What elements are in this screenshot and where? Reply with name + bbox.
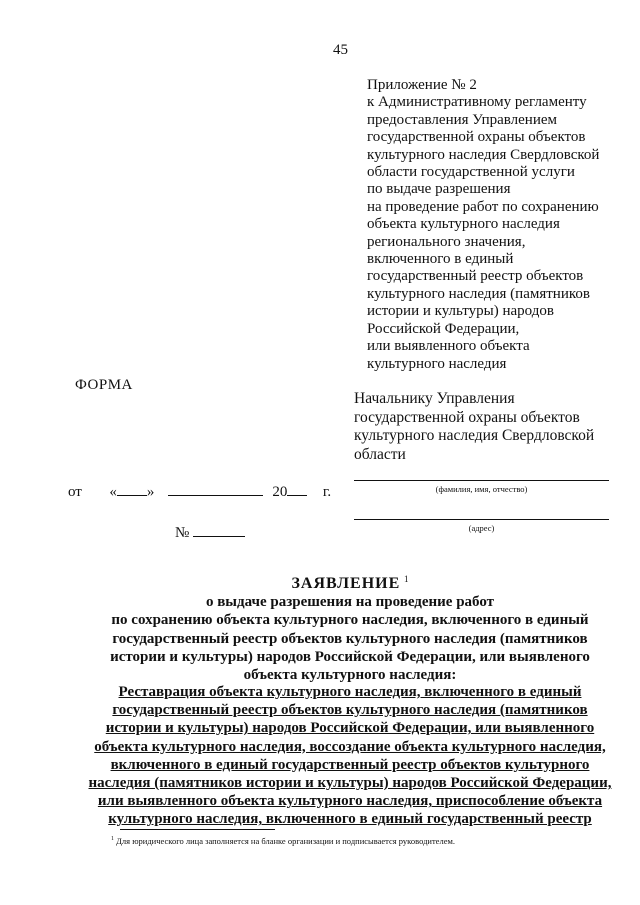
addressee-line: Начальнику Управления (354, 390, 515, 407)
title-line: государственный реестр объектов культурного наследия (памятников (112, 630, 588, 647)
title-line: о выдаче разрешения на проведение работ (205, 594, 495, 611)
address-field-line[interactable] (354, 519, 609, 520)
addressee-line: области (354, 445, 406, 463)
application-title (70, 570, 630, 684)
appendix-line: области государственной услуги (367, 164, 575, 181)
page-number: 45 (333, 42, 348, 58)
title-main: ЗАЯВЛЕНИЕ (291, 575, 401, 592)
addressee-line: культурного наследия Свердловской (354, 427, 595, 444)
appendix-line: по выдаче разрешения (367, 181, 511, 198)
appendix-line: регионального значения, (367, 233, 526, 250)
appendix-line: государственный реестр объектов (367, 268, 584, 285)
name-field-line[interactable] (354, 480, 609, 481)
open-quote: « (109, 484, 117, 500)
appendix-line: истории и культуры) народов (367, 303, 554, 320)
service-line: культурного наследия, включенного в единый государственный реестр (108, 811, 592, 828)
number-field[interactable] (193, 524, 245, 537)
date-line (68, 483, 331, 501)
close-quote: » (146, 484, 155, 500)
appendix-header (367, 77, 599, 373)
appendix-line: на проведение работ по сохранению (367, 198, 599, 215)
number-line (175, 524, 245, 542)
year-suffix: г. (322, 484, 332, 500)
appendix-line: или выявленного объекта (367, 338, 530, 355)
month-field[interactable] (168, 483, 263, 496)
service-line: истории и культуры) народов Российской Федерации, или выявленного (105, 720, 595, 737)
name-field-caption: (фамилия, имя, отчество) (435, 484, 528, 494)
title-line: по сохранению объекта культурного наследия, включенного в единый (111, 612, 589, 629)
appendix-line: культурного наследия (памятников (367, 285, 590, 302)
footnote-separator (120, 829, 275, 830)
address-field-caption: (адрес) (468, 523, 495, 533)
title-footnote-mark: 1 (404, 574, 409, 584)
appendix-line: Российской Федерации, (367, 320, 520, 337)
day-field[interactable] (117, 483, 147, 496)
service-line: или выявленного объекта культурного наследия, приспособление объекта (97, 793, 603, 810)
footnote-text: Для юридического лица заполняется на бланке организации и подписывается руководителем. (116, 836, 455, 846)
footnote (111, 836, 455, 846)
service-line: включенного в единый государственный реестр объектов культурного (110, 756, 590, 773)
appendix-line: культурного наследия Свердловской (367, 146, 600, 163)
service-line: объекта культурного наследия, воссоздание объекта культурного наследия, (94, 738, 606, 755)
footnote-mark: 1 (111, 836, 114, 843)
number-sign: № (175, 525, 190, 541)
appendix-line: объекта культурного наследия (367, 216, 560, 233)
service-line: наследия (памятников истории и культуры) народов Российской Федерации, (88, 775, 612, 792)
appendix-line: включенного в единый (367, 251, 514, 268)
addressee-block (354, 390, 594, 464)
year-prefix: 20 (272, 484, 288, 500)
service-line: Реставрация объекта культурного наследия, включенного в единый (118, 684, 582, 700)
appendix-line: государственной охраны объектов (367, 129, 586, 146)
form-label: ФОРМА (75, 377, 133, 393)
appendix-line: Приложение № 2 (367, 77, 477, 93)
year-field[interactable] (287, 483, 307, 496)
date-prefix: от (68, 484, 82, 500)
service-line: государственный реестр объектов культурного наследия (памятников (112, 702, 588, 719)
addressee-line: государственной охраны объектов (354, 408, 580, 426)
appendix-line: культурного наследия (367, 355, 507, 372)
service-description (70, 683, 630, 829)
appendix-line: к Административному регламенту (367, 94, 587, 111)
appendix-line: предоставления Управлением (367, 111, 557, 128)
title-line: истории и культуры) народов Российской Федерации, или выявленого (110, 648, 590, 665)
title-line: объекта культурного наследия: (243, 667, 457, 684)
